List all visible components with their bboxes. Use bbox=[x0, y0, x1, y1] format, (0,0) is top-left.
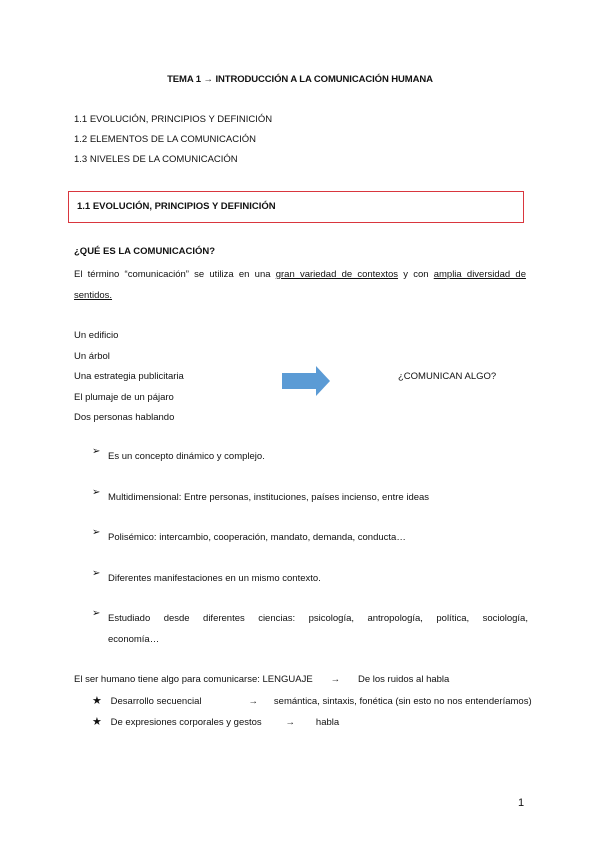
example-item: Una estrategia publicitaria bbox=[74, 371, 184, 382]
toc-item: 1.3 NIVELES DE LA COMUNICACIÓN bbox=[74, 154, 238, 165]
language-text: El ser humano tiene algo para comunicarse: LENGUAJE bbox=[74, 674, 313, 685]
star-item-left: Desarrollo secuencial bbox=[110, 696, 202, 707]
language-rest: De los ruidos al habla bbox=[357, 674, 450, 685]
underlined-phrase: gran variedad de contextos bbox=[275, 269, 399, 280]
list-item-text: Polisémico: intercambio, cooperación, mandato, demanda, conducta… bbox=[108, 532, 406, 543]
right-arrow-icon bbox=[282, 366, 332, 396]
star-item-left: De expresiones corporales y gestos bbox=[110, 717, 262, 728]
right-arrow-icon: → bbox=[285, 717, 296, 728]
arrow-label: ¿COMUNICAN ALGO? bbox=[398, 371, 497, 382]
star-item-right: semántica, sintaxis, fonética (sin esto no nos entenderíamos) bbox=[273, 696, 532, 707]
document-title: TEMA 1 → INTRODUCCIÓN A LA COMUNICACIÓN HUMANA bbox=[167, 74, 433, 85]
underlined-phrase: amplia diversidad de sentidos. bbox=[74, 269, 526, 301]
list-item bbox=[92, 715, 339, 728]
arrowhead-bullet-icon: ➢ bbox=[92, 446, 101, 457]
arrowhead-bullet-icon: ➢ bbox=[92, 568, 101, 579]
page-number: 1 bbox=[518, 797, 525, 809]
arrowhead-bullet-icon: ➢ bbox=[92, 487, 101, 498]
toc-item: 1.1 EVOLUCIÓN, PRINCIPIOS Y DEFINICIÓN bbox=[74, 114, 273, 125]
arrowhead-bullet-icon: ➢ bbox=[92, 608, 101, 619]
example-item: Un edificio bbox=[74, 330, 119, 341]
example-item: El plumaje de un pájaro bbox=[74, 391, 174, 403]
example-item: Un árbol bbox=[74, 350, 110, 362]
toc-item: 1.2 ELEMENTOS DE LA COMUNICACIÓN bbox=[74, 134, 256, 145]
table-of-contents bbox=[74, 110, 272, 170]
right-arrow-icon: → bbox=[248, 696, 259, 707]
list-item-text: Diferentes manifestaciones en un mismo contexto. bbox=[108, 573, 321, 584]
list-item bbox=[92, 694, 532, 707]
arrowhead-bullet-icon: ➢ bbox=[92, 527, 101, 538]
list-item-text: Estudiado desde diferentes ciencias: psicología, antropología, política, sociología, bbox=[108, 613, 528, 624]
section-heading-box bbox=[68, 191, 524, 223]
list-item-text: Multidimensional: Entre personas, instituciones, países incienso, entre ideas bbox=[108, 492, 430, 503]
star-icon: ★ bbox=[92, 716, 102, 728]
star-icon: ★ bbox=[92, 695, 102, 707]
section-heading: 1.1 EVOLUCIÓN, PRINCIPIOS Y DEFINICIÓN bbox=[77, 201, 276, 212]
intro-paragraph bbox=[74, 264, 526, 306]
language-line bbox=[74, 674, 449, 685]
examples-list bbox=[74, 326, 184, 429]
right-arrow-icon: → bbox=[330, 674, 341, 685]
list-item-text: Es un concepto dinámico y complejo. bbox=[108, 451, 265, 462]
intro-text: El término “comunicación” se utiliza en una bbox=[74, 269, 276, 280]
star-item-right: habla bbox=[315, 717, 340, 728]
example-item: Dos personas hablando bbox=[74, 412, 175, 423]
intro-text: y con bbox=[398, 269, 434, 280]
question-heading: ¿QUÉ ES LA COMUNICACIÓN? bbox=[74, 246, 216, 257]
list-item-continuation: economía… bbox=[108, 634, 160, 645]
